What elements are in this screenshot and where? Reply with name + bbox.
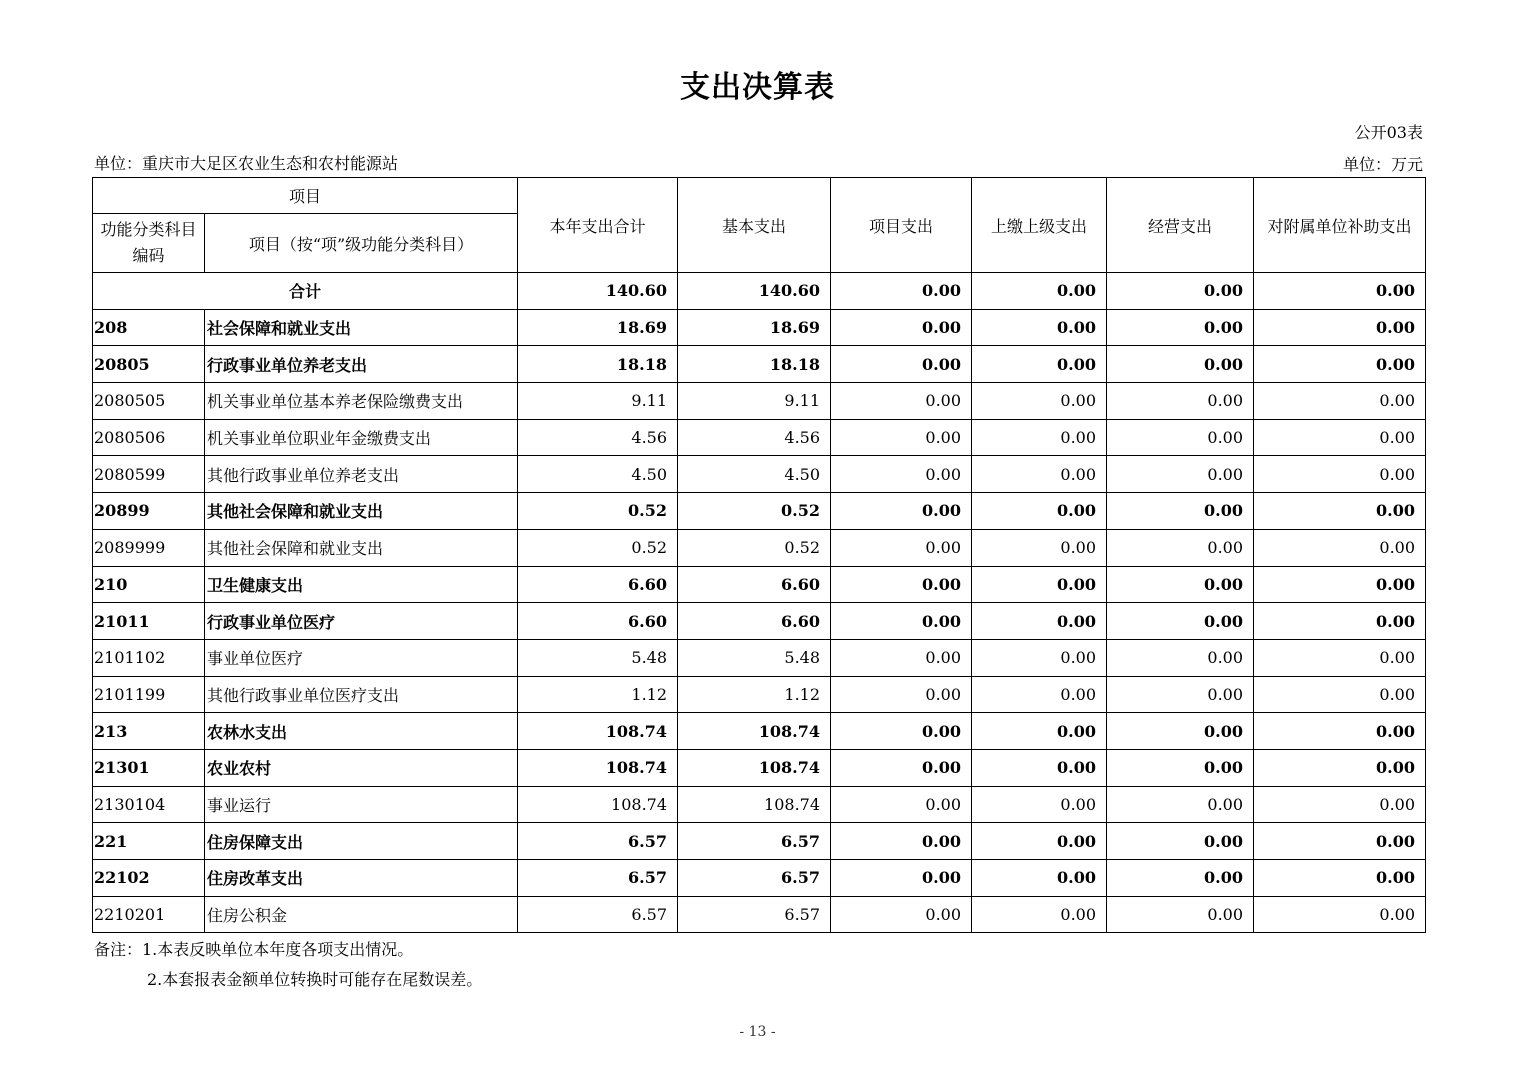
row-value: 0.00 [1254,309,1426,346]
row-value: 0.00 [972,639,1107,676]
row-value: 108.74 [518,713,678,750]
table-row [93,566,1426,603]
row-value: 9.11 [678,383,831,420]
row-value: 108.74 [678,713,831,750]
row-code: 221 [93,823,205,860]
row-value: 0.00 [972,346,1107,383]
table-row [93,749,1426,786]
page-title: 支出决算表 [680,70,835,105]
row-value: 0.00 [1254,786,1426,823]
row-value: 0.00 [1254,713,1426,750]
row-value: 0.00 [972,383,1107,420]
row-value: 0.00 [831,383,972,420]
table-row [93,493,1426,530]
row-value: 0.00 [1254,749,1426,786]
row-name: 住房公积金 [205,896,518,933]
row-value: 0.00 [1254,860,1426,897]
row-code: 210 [93,566,205,603]
row-value: 0.00 [1107,529,1254,566]
total-row [93,273,1426,310]
row-name: 事业单位医疗 [205,639,518,676]
row-code: 2101102 [93,639,205,676]
row-name: 农业农村 [205,749,518,786]
row-value: 0.00 [1254,419,1426,456]
note-1: 备注：1.本表反映单位本年度各项支出情况。 [94,940,414,959]
row-value: 0.00 [1107,713,1254,750]
row-code: 208 [93,309,205,346]
row-name: 住房改革支出 [205,860,518,897]
row-value: 0.00 [831,603,972,640]
header-code: 功能分类科目编码 [93,214,205,273]
row-value: 4.50 [678,456,831,493]
row-name: 其他社会保障和就业支出 [205,493,518,530]
row-code: 20805 [93,346,205,383]
table-row [93,383,1426,420]
header-total: 本年支出合计 [518,178,678,273]
form-number: 公开03表 [1354,123,1423,142]
row-code: 2210201 [93,896,205,933]
total-value: 0.00 [1254,273,1426,310]
row-value: 0.00 [831,896,972,933]
row-value: 0.00 [972,860,1107,897]
row-name: 其他行政事业单位医疗支出 [205,676,518,713]
header-name: 项目（按“项”级功能分类科目） [205,214,518,273]
total-label: 合计 [93,273,518,310]
row-value: 0.52 [678,529,831,566]
row-code: 21011 [93,603,205,640]
total-value: 140.60 [678,273,831,310]
row-name: 社会保障和就业支出 [205,309,518,346]
row-value: 0.00 [1107,456,1254,493]
row-value: 9.11 [518,383,678,420]
table-row [93,786,1426,823]
total-value: 0.00 [1107,273,1254,310]
row-value: 0.00 [831,860,972,897]
row-value: 0.00 [831,346,972,383]
table-row [93,603,1426,640]
row-value: 0.00 [972,786,1107,823]
row-value: 1.12 [518,676,678,713]
row-value: 6.60 [678,566,831,603]
row-name: 住房保障支出 [205,823,518,860]
row-value: 6.57 [518,823,678,860]
expenditure-table [92,177,1426,933]
row-code: 2080599 [93,456,205,493]
row-value: 0.00 [1107,419,1254,456]
row-code: 2080505 [93,383,205,420]
row-value: 108.74 [678,786,831,823]
row-value: 0.00 [831,786,972,823]
row-value: 0.00 [1107,860,1254,897]
row-code: 2130104 [93,786,205,823]
row-value: 18.69 [518,309,678,346]
row-value: 0.00 [972,603,1107,640]
row-value: 0.00 [1107,309,1254,346]
row-code: 22102 [93,860,205,897]
row-value: 6.57 [678,823,831,860]
row-value: 0.52 [518,493,678,530]
row-value: 0.00 [972,529,1107,566]
row-value: 0.00 [1107,603,1254,640]
row-value: 0.00 [1107,346,1254,383]
row-value: 0.00 [831,639,972,676]
row-name: 机关事业单位职业年金缴费支出 [205,419,518,456]
row-value: 0.00 [972,566,1107,603]
table-row [93,896,1426,933]
row-value: 0.00 [1107,823,1254,860]
unit-name: 单位：重庆市大足区农业生态和农村能源站 [94,154,399,173]
row-value: 0.00 [972,456,1107,493]
row-value: 1.12 [678,676,831,713]
row-value: 108.74 [678,749,831,786]
row-value: 0.00 [831,493,972,530]
row-value: 0.00 [1107,786,1254,823]
table-row [93,456,1426,493]
row-value: 6.60 [678,603,831,640]
row-value: 0.52 [678,493,831,530]
row-value: 0.00 [1107,383,1254,420]
table-row [93,713,1426,750]
row-value: 0.00 [1254,823,1426,860]
row-value: 4.50 [518,456,678,493]
row-value: 0.00 [831,419,972,456]
row-value: 0.00 [831,529,972,566]
row-value: 0.00 [831,749,972,786]
row-value: 0.00 [1254,896,1426,933]
row-value: 0.00 [1254,639,1426,676]
table-row [93,676,1426,713]
total-value: 0.00 [972,273,1107,310]
row-value: 6.57 [518,860,678,897]
row-value: 6.60 [518,603,678,640]
row-value: 18.69 [678,309,831,346]
header-item-group: 项目 [93,178,518,214]
row-value: 0.00 [972,419,1107,456]
row-value: 0.00 [1107,493,1254,530]
row-value: 0.00 [831,566,972,603]
row-value: 0.00 [831,676,972,713]
row-value: 0.00 [1254,603,1426,640]
row-name: 行政事业单位医疗 [205,603,518,640]
row-name: 其他社会保障和就业支出 [205,529,518,566]
row-name: 农林水支出 [205,713,518,750]
row-name: 机关事业单位基本养老保险缴费支出 [205,383,518,420]
row-value: 5.48 [678,639,831,676]
header-row-1 [93,178,1426,214]
row-value: 0.00 [831,713,972,750]
row-value: 0.00 [1107,896,1254,933]
row-code: 2089999 [93,529,205,566]
row-name: 行政事业单位养老支出 [205,346,518,383]
row-value: 0.00 [1254,383,1426,420]
row-value: 18.18 [518,346,678,383]
row-code: 2080506 [93,419,205,456]
table-row [93,419,1426,456]
row-value: 5.48 [518,639,678,676]
total-value: 140.60 [518,273,678,310]
row-value: 0.00 [1254,676,1426,713]
row-code: 21301 [93,749,205,786]
row-value: 0.00 [831,823,972,860]
header-business: 经营支出 [1107,178,1254,273]
table-row [93,823,1426,860]
table-row [93,309,1426,346]
row-value: 108.74 [518,749,678,786]
row-value: 0.00 [1107,566,1254,603]
table-row [93,529,1426,566]
row-value: 18.18 [678,346,831,383]
total-value: 0.00 [831,273,972,310]
table-row [93,346,1426,383]
row-value: 0.00 [972,713,1107,750]
row-value: 0.00 [972,676,1107,713]
row-value: 0.00 [972,309,1107,346]
row-value: 0.00 [972,823,1107,860]
row-value: 6.57 [678,860,831,897]
header-subsidy: 对附属单位补助支出 [1254,178,1426,273]
row-value: 6.57 [678,896,831,933]
row-name: 其他行政事业单位养老支出 [205,456,518,493]
row-value: 0.00 [1254,346,1426,383]
row-value: 0.00 [1107,639,1254,676]
row-value: 0.00 [1254,566,1426,603]
table-row [93,860,1426,897]
row-name: 卫生健康支出 [205,566,518,603]
row-code: 213 [93,713,205,750]
row-value: 0.00 [1254,529,1426,566]
note-2: 2.本套报表金额单位转换时可能存在尾数误差。 [147,970,483,989]
header-basic: 基本支出 [678,178,831,273]
row-value: 0.00 [1107,676,1254,713]
row-value: 0.00 [972,896,1107,933]
header-project: 项目支出 [831,178,972,273]
row-value: 0.00 [1107,749,1254,786]
table-row [93,639,1426,676]
row-value: 6.57 [518,896,678,933]
row-value: 0.00 [972,493,1107,530]
row-value: 6.60 [518,566,678,603]
header-upper: 上缴上级支出 [972,178,1107,273]
row-code: 2101199 [93,676,205,713]
row-value: 0.00 [1254,456,1426,493]
row-value: 0.00 [831,456,972,493]
row-value: 0.52 [518,529,678,566]
row-name: 事业运行 [205,786,518,823]
row-value: 0.00 [1254,493,1426,530]
page-number: - 13 - [739,1024,776,1040]
currency-unit: 单位：万元 [1342,155,1423,174]
row-value: 108.74 [518,786,678,823]
row-value: 0.00 [972,749,1107,786]
row-code: 20899 [93,493,205,530]
row-value: 0.00 [831,309,972,346]
row-value: 4.56 [678,419,831,456]
row-value: 4.56 [518,419,678,456]
